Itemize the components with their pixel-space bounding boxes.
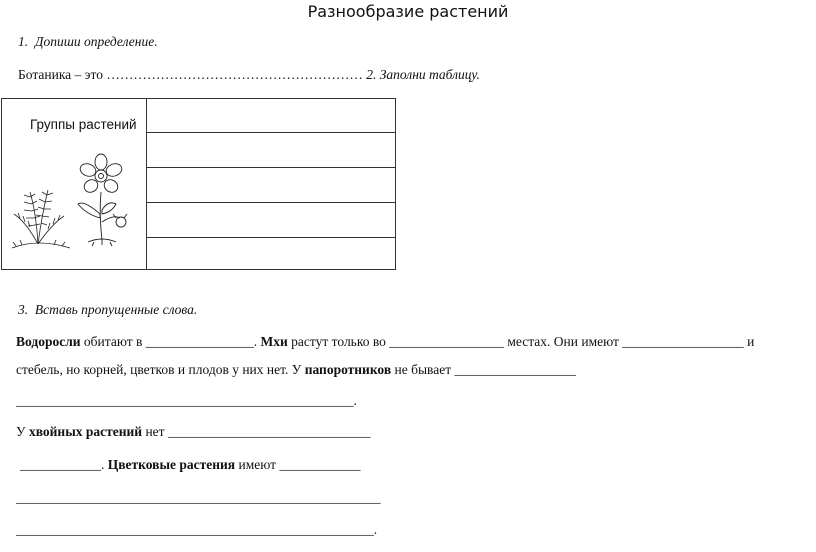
blank-line-7[interactable]: _____________________________________________________. [16, 522, 378, 537]
flower-icon [78, 154, 127, 246]
text-u: У [16, 424, 29, 439]
blank-line-6[interactable]: ______________________________________________________ [16, 490, 381, 505]
definition-line [18, 67, 480, 83]
table-divider [146, 99, 147, 269]
blank-algae[interactable]: обитают в ________________. [80, 334, 261, 349]
plants-illustration [8, 152, 138, 252]
text-line-4 [16, 424, 370, 440]
blank-flowering[interactable]: имеют ____________ [235, 457, 361, 472]
term-conifers: хвойных растений [28, 424, 143, 439]
definition-text: Ботаника – это ………………………………………………… [18, 67, 363, 82]
page-title: Разнообразие растений [307, 2, 509, 21]
table-row[interactable] [147, 202, 395, 203]
term-algae: Водоросли [16, 334, 81, 349]
term-ferns: папоротников [304, 362, 392, 377]
blank-conifers[interactable]: нет ______________________________ [142, 424, 371, 439]
task-2-label: 2. Заполни таблицу. [366, 67, 480, 82]
task-1 [18, 34, 158, 50]
text-line-1 [16, 334, 754, 350]
blank-mosses[interactable]: растут только во _________________ местах. Они имеют __________________ и [287, 334, 755, 349]
table-row[interactable] [147, 132, 395, 133]
blank-ferns[interactable]: не бывает __________________ [391, 362, 577, 377]
task-1-number: 1. [18, 34, 29, 49]
fern-icon [12, 190, 70, 248]
task-1-label: Допиши определение. [34, 34, 158, 49]
groups-label: Группы растений [30, 117, 137, 132]
task-3 [18, 302, 197, 318]
text-line-2 [16, 362, 576, 378]
term-flowering: Цветковые растения [107, 457, 236, 472]
blank-line-5[interactable]: ____________. [20, 457, 108, 472]
task-3-label: Вставь пропущенные слова. [34, 302, 198, 317]
table-row[interactable] [147, 167, 395, 168]
table-row[interactable] [147, 237, 395, 238]
task-3-number: 3. [18, 302, 29, 317]
text-line-5 [20, 457, 360, 473]
blank-line-3[interactable]: __________________________________________________. [16, 393, 357, 408]
text-stem: стебель, но корней, цветков и плодов у них нет. У [16, 362, 305, 377]
term-mosses: Мхи [260, 334, 288, 349]
